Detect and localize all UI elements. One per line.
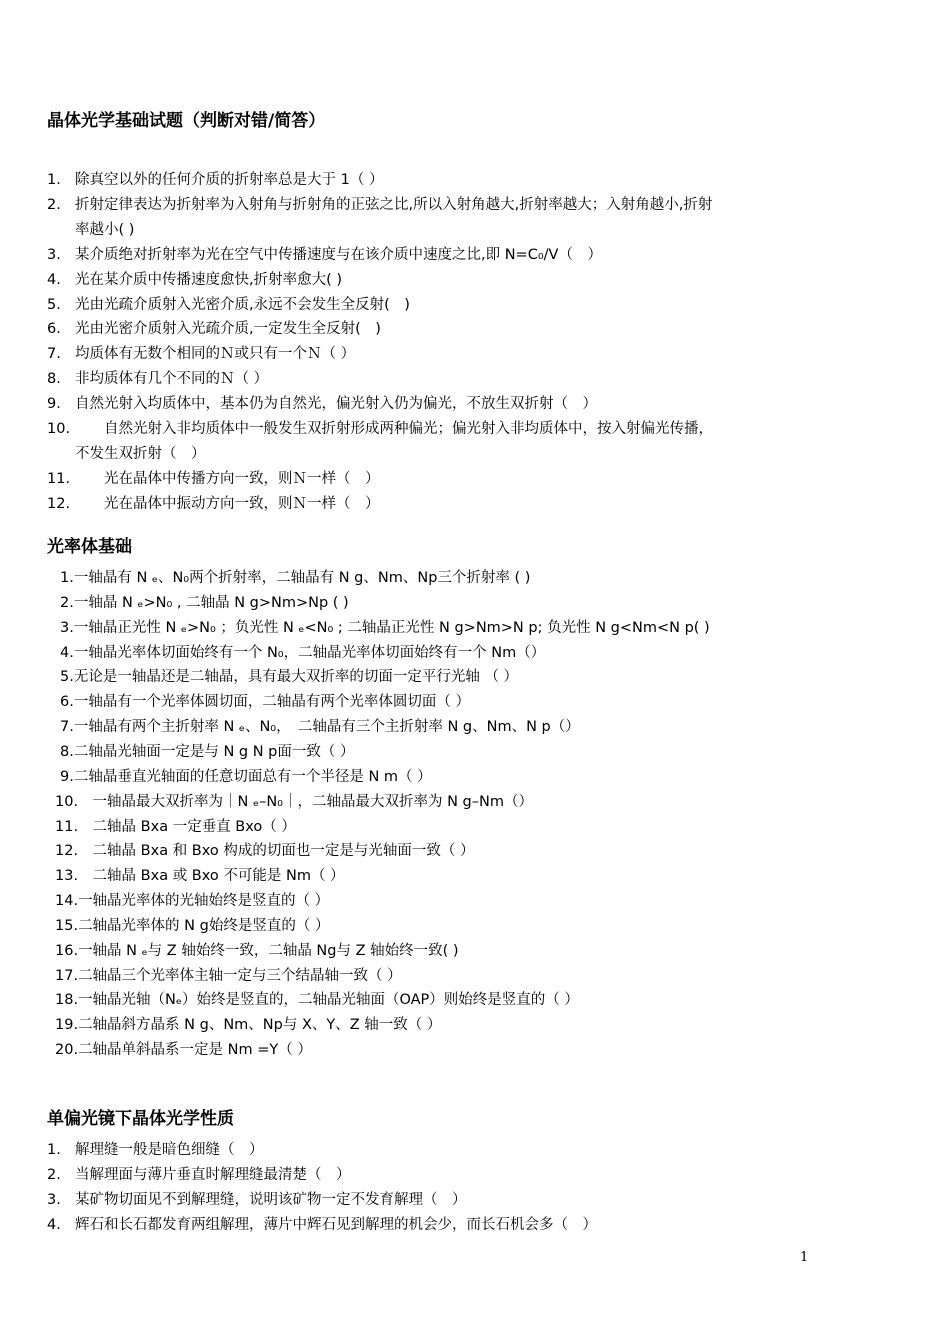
item-number: 17. [55, 967, 79, 984]
item-number: 14. [55, 893, 79, 910]
item-number: 2. [60, 594, 74, 611]
item-text: 无论是一轴晶还是二轴晶，具有最大双折率的切面一定平行光轴 （ ） [73, 669, 519, 686]
list-item [55, 1013, 441, 1037]
item-text: 光在晶体中振动方向一致，则Ｎ一样（ ） [75, 495, 380, 512]
item-text: 一轴晶正光性 N ₑ>N₀ ；负光性 N ₑ<N₀ ; 二轴晶正光性 N g>Nm>N p; 负光性 N g<Nm<N p( ) [73, 619, 710, 636]
item-number: 10. [47, 421, 71, 437]
list-item [60, 715, 580, 739]
item-number: 10. [55, 793, 79, 810]
item-text: 除真空以外的任何介质的折射率总是大于 1（ ） [75, 172, 384, 188]
item-number: 15. [55, 917, 79, 934]
item-text: 二轴晶光轴面一定是与 N g N p面一致（ ） [73, 743, 355, 760]
item-text: 自然光射入均质体中，基本仍为自然光，偏光射入仍为偏光，不放生双折射（ ） [75, 396, 597, 413]
list-item [60, 690, 470, 714]
item-text: 二轴晶光率体的 N g始终是竖直的（ ） [78, 917, 330, 934]
list-item [55, 1038, 312, 1062]
item-text: 二轴晶 Bxa 或 Bxo 不可能是 Nm（ ） [78, 868, 345, 885]
item-text: 一轴晶有两个主折射率 N ₑ、N₀， 二轴晶有三个主折射率 N g、Nm、N p（） [73, 719, 580, 736]
item-number: 3. [60, 619, 74, 636]
item-number: 6. [60, 694, 74, 711]
item-number: 1. [47, 1142, 61, 1158]
item-text: 当解理面与薄片垂直时解理缝最清楚（ ） [75, 1166, 351, 1183]
list-item [60, 665, 518, 689]
list-item [60, 641, 545, 665]
list-item [60, 740, 355, 764]
item-text: 解理缝一般是暗色细缝（ ） [75, 1142, 264, 1158]
item-text: 率越小( ) [75, 221, 135, 238]
list-item [60, 591, 349, 615]
item-text: 光在晶体中传播方向一致，则Ｎ一样（ ） [75, 470, 380, 487]
item-number: 3. [47, 246, 61, 263]
item-number: 9. [47, 396, 61, 413]
item-number: 6. [47, 321, 61, 338]
item-number: 8. [60, 743, 74, 760]
item-number: 16. [55, 942, 79, 959]
item-text: 一轴晶有一个光率体圆切面，二轴晶有两个光率体圆切面（ ） [73, 694, 470, 711]
item-number: 12. [55, 843, 79, 860]
item-number: 11. [55, 818, 79, 835]
item-number: 20. [55, 1042, 79, 1059]
list-item [55, 964, 402, 988]
item-text: 二轴晶三个光率体主轴一定与三个结晶轴一致（ ） [78, 967, 402, 984]
item-text: 均质体有无数个相同的Ｎ或只有一个Ｎ（ ） [75, 346, 356, 363]
item-number: 11. [47, 470, 71, 487]
item-text: 二轴晶垂直光轴面的任意切面总有一个半径是 N m（ ） [73, 768, 432, 785]
item-number: 3. [47, 1191, 61, 1208]
list-item [55, 914, 329, 938]
item-number: 18. [55, 992, 79, 1009]
list-item [60, 566, 530, 590]
item-text: 一轴晶光率体切面始终有一个 N₀，二轴晶光率体切面始终有一个 Nm（） [73, 644, 546, 661]
item-number: 13. [55, 868, 79, 885]
item-text: 一轴晶有 N ₑ、N₀两个折射率，二轴晶有 N g、Nm、Np三个折射率 ( ) [73, 570, 531, 586]
item-text: 自然光射入非均质体中一般发生双折射形成两种偏光；偏光射入非均质体中，按入射偏光传播， [75, 421, 713, 437]
item-text: 光由光疏介质射入光密介质,永远不会发生全反射( ) [75, 296, 410, 313]
item-number: 1. [47, 172, 61, 188]
item-number: 19. [55, 1017, 79, 1034]
item-text: 折射定律表达为折射率为入射角与折射角的正弦之比,所以入射角越大,折射率越大；入射角越小,折射 [75, 196, 713, 213]
item-number: 8. [47, 371, 61, 388]
item-number: 7. [47, 346, 61, 363]
list-item [55, 839, 474, 863]
item-text: 二轴晶 Bxa 和 Bxo 构成的切面也一定是与光轴面一致（ ） [78, 843, 475, 860]
item-number: 9. [60, 768, 74, 785]
item-text: 光在某介质中传播速度愈快,折射率愈大( ) [75, 271, 343, 288]
item-number: 4. [60, 644, 74, 661]
item-text: 一轴晶 N ₑ>N₀ , 二轴晶 N g>Nm>Np ( ) [73, 594, 349, 611]
item-text: 光由光密介质射入光疏介质,一定发生全反射( ) [75, 321, 381, 338]
list-item [55, 864, 345, 888]
item-number: 4. [47, 1216, 61, 1233]
section-title-single-polarizer: 单偏光镜下晶体光学性质 [47, 1109, 234, 1129]
item-text: 二轴晶 Bxa 一定垂直 Bxo（ ） [78, 818, 296, 835]
item-number: 12. [47, 495, 71, 512]
item-text: 不发生双折射（ ） [75, 445, 206, 462]
item-text: 一轴晶最大双折率为｜N ₑ–N₀｜，二轴晶最大双折率为 N g–Nm（） [78, 793, 533, 810]
item-number: 2. [47, 196, 61, 213]
list-item [60, 616, 710, 640]
page-number: 1 [800, 1250, 809, 1265]
item-number: 4. [47, 271, 61, 288]
item-number: 1. [60, 570, 74, 586]
list-item [55, 988, 579, 1012]
item-number: 5. [60, 669, 74, 686]
item-text: 二轴晶斜方晶系 N g、Nm、Np与 X、Y、Z 轴一致（ ） [78, 1017, 442, 1034]
list-item [55, 939, 459, 963]
item-number: 5. [47, 296, 61, 313]
item-text: 一轴晶光率体的光轴始终是竖直的（ ） [78, 893, 330, 910]
page-title: 晶体光学基础试题（判断对错/简答） [47, 111, 326, 131]
list-item [55, 815, 296, 839]
section-title-optical-indicatrix: 光率体基础 [47, 537, 132, 557]
list-item [60, 765, 432, 789]
item-text: 辉石和长石都发育两组解理，薄片中辉石见到解理的机会少，而长石机会多（ ） [75, 1216, 597, 1233]
item-text: 某矿物切面见不到解理缝，说明该矿物一定不发育解理（ ） [75, 1191, 467, 1208]
item-text: 二轴晶单斜晶系一定是 Nm =Y（ ） [78, 1042, 312, 1059]
list-item [55, 790, 533, 814]
item-number: 2. [47, 1166, 61, 1183]
item-text: 非均质体有几个不同的Ｎ（ ） [75, 371, 269, 388]
item-text: 某介质绝对折射率为光在空气中传播速度与在该介质中速度之比,即 N=C₀/V（ ） [75, 246, 602, 263]
list-item [55, 889, 329, 913]
item-text: 一轴晶 N ₑ与 Z 轴始终一致，二轴晶 Ng与 Z 轴始终一致( ) [78, 942, 459, 959]
item-number: 7. [60, 719, 74, 736]
item-text: 一轴晶光轴（Nₑ）始终是竖直的，二轴晶光轴面（OAP）则始终是竖直的（ ） [78, 992, 579, 1009]
